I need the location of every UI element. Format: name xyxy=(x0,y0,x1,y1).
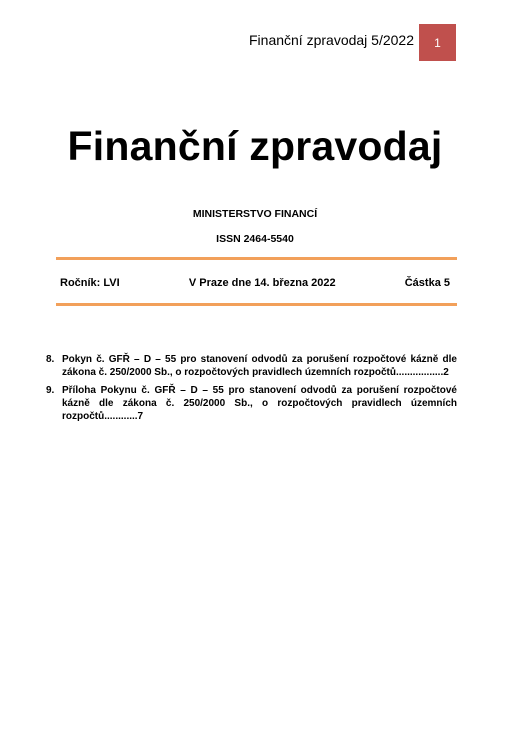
toc-item[interactable] xyxy=(46,384,457,423)
toc-item-number: 8. xyxy=(46,354,55,365)
running-header xyxy=(0,24,510,61)
toc-item-text: Příloha Pokynu č. GFŘ – D – 55 pro stanovení odvodů za porušení rozpočtové kázně dle zákona č. 250/2000 Sb., o rozpočtových pravidlech územních rozpočtů............7 xyxy=(62,385,457,422)
toc-item-text: Pokyn č. GFŘ – D – 55 pro stanovení odvodů za porušení rozpočtové kázně dle zákona č. 250/2000 Sb., o rozpočtových pravidlech územních rozpočtů.................2 xyxy=(62,354,457,378)
issn-number: ISSN 2464-5540 xyxy=(216,233,294,245)
issue-volume: Ročník: LVI xyxy=(60,277,120,289)
publication-title: Finanční zpravodaj xyxy=(67,123,443,169)
issue-part: Částka 5 xyxy=(404,277,450,289)
top-divider xyxy=(56,257,457,260)
issue-info-row xyxy=(60,277,450,289)
page-number-badge xyxy=(419,24,456,61)
running-header-title: Finanční zpravodaj 5/2022 xyxy=(249,32,414,48)
page-number: 1 xyxy=(434,35,441,50)
toc-item[interactable] xyxy=(46,353,457,379)
issue-date: V Praze dne 14. března 2022 xyxy=(188,277,336,289)
bottom-divider xyxy=(56,303,457,306)
publisher-name: MINISTERSTVO FINANCÍ xyxy=(192,208,318,220)
toc-item-number: 9. xyxy=(46,385,55,396)
table-of-contents xyxy=(46,353,457,428)
